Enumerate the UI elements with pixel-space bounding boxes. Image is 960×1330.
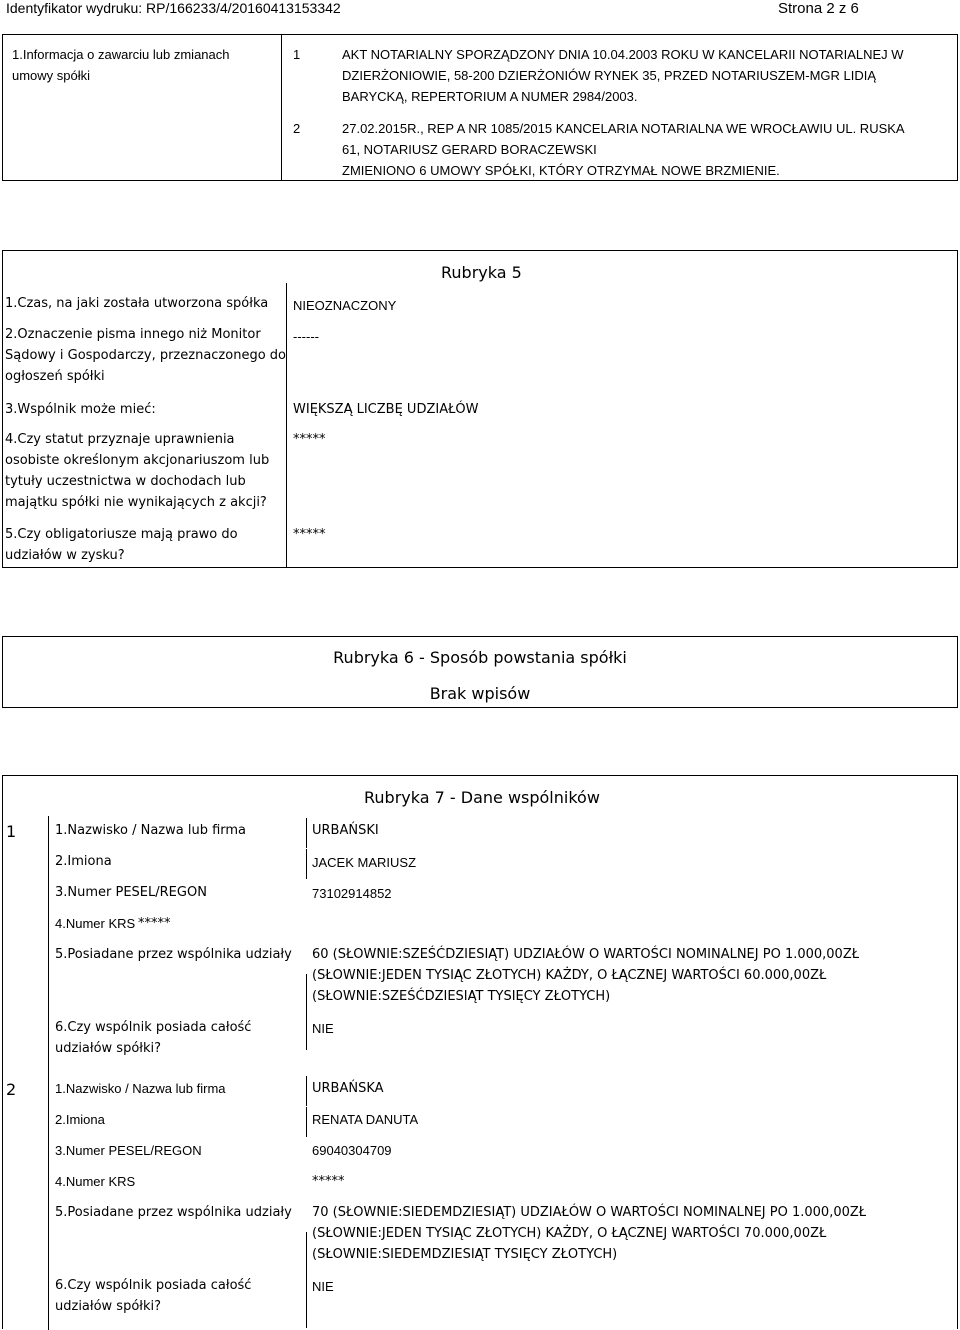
value-line: 70 (SŁOWNIE:SIEDEMDZIESIĄT) UDZIAŁÓW O WARTOŚCI NOMINALNEJ PO 1.000,00ZŁ: [312, 1205, 867, 1220]
p2-label: 3.Numer PESEL/REGON: [55, 1143, 202, 1158]
p2-value: RENATA DANUTA: [312, 1112, 419, 1127]
p1-value: [312, 944, 859, 1007]
r5-value: *****: [293, 432, 326, 447]
label-line: tytuły uczestnictwa w dochodach lub: [5, 474, 246, 489]
entry-line: ZMIENIONO 6 UMOWY SPÓŁKI, KTÓRY OTRZYMAŁ NOWE BRZMIENIE.: [342, 163, 780, 178]
r5-label: [5, 429, 269, 513]
entry-line: DZIERŻONIOWIE, 58-200 DZIERŻONIÓW RYNEK 35, PRZED NOTARIUSZEM-MGR LIDIĄ: [342, 68, 877, 83]
p2-value: *****: [312, 1174, 345, 1189]
r5-label: [5, 524, 238, 566]
r5-value: NIEOZNACZONY: [293, 298, 397, 313]
r5-value: ------: [293, 329, 319, 344]
entry-line: 27.02.2015R., REP A NR 1085/2015 KANCELARIA NOTARIALNA WE WROCŁAWIU UL. RUSKA: [342, 121, 905, 136]
label-line: 5.Czy obligatoriusze mają prawo do: [5, 527, 238, 542]
p2-label: 1.Nazwisko / Nazwa lub firma: [55, 1081, 226, 1096]
label-line: osobiste określonym akcjonariuszom lub: [5, 453, 270, 468]
label-line: umowy spółki: [12, 68, 91, 83]
p2-label: [55, 1275, 251, 1317]
entry-line: 61, NOTARIUSZ GERARD BORACZEWSKI: [342, 142, 597, 157]
label-line: ogłoszeń spółki: [5, 369, 105, 384]
agreement-entry: [342, 118, 905, 181]
agreement-entry-num: 2: [293, 121, 301, 136]
agreement-entry: [342, 44, 904, 107]
rubryka-6: [2, 636, 958, 708]
value-line: (SŁOWNIE:JEDEN TYSIĄC ZŁOTYCH) KAŻDY, O ŁĄCZNEJ WARTOŚCI 60.000,00ZŁ: [312, 968, 827, 983]
p2-value: 69040304709: [312, 1143, 392, 1158]
p1-value: JACEK MARIUSZ: [312, 855, 417, 870]
p1-label: 3.Numer PESEL/REGON: [55, 885, 207, 900]
p2-label: 4.Numer KRS: [55, 1174, 136, 1189]
label-line: Sądowy i Gospodarczy, przeznaczonego do: [5, 348, 286, 363]
p1-value: *****: [138, 916, 171, 931]
partner-number: 1: [6, 822, 17, 841]
r5-value: WIĘKSZĄ LICZBĘ UDZIAŁÓW: [293, 402, 479, 417]
label-line: udziałów w zysku?: [5, 548, 125, 563]
p1-label: 2.Imiona: [55, 854, 112, 869]
rubryka-6-title: Rubryka 6 - Sposób powstania spółki: [333, 648, 627, 667]
label-line: majątku spółki nie wynikających z akcji?: [5, 495, 267, 510]
p1-value: URBAŃSKI: [312, 823, 379, 838]
p1-label: 5.Posiadane przez wspólnika udziały: [55, 947, 292, 962]
label-line: 2.Oznaczenie pisma innego niż Monitor: [5, 327, 261, 342]
p1-label: 4.Numer KRS: [55, 916, 136, 931]
value-line: 60 (SŁOWNIE:SZEŚĆDZIESIĄT) UDZIAŁÓW O WARTOŚCI NOMINALNEJ PO 1.000,00ZŁ: [312, 947, 860, 962]
p1-value: 73102914852: [312, 886, 392, 901]
partner-number: 2: [6, 1080, 17, 1099]
entry-line: BARYCKĄ, REPERTORIUM A NUMER 2984/2003.: [342, 89, 638, 104]
label-line: 6.Czy wspólnik posiada całość: [55, 1020, 252, 1035]
agreement-entry-num: 1: [293, 47, 301, 62]
label-line: 3.Wspólnik może mieć:: [5, 402, 156, 417]
print-identifier: Identyfikator wydruku: RP/166233/4/20160413153342: [6, 0, 341, 16]
rubryka-7: [2, 775, 958, 1329]
p2-value: [312, 1202, 866, 1265]
rubryka-5-title: Rubryka 5: [441, 263, 522, 282]
label-line: 1.Czas, na jaki została utworzona spółka: [5, 296, 269, 311]
p2-label: 2.Imiona: [55, 1112, 105, 1127]
p1-label: [55, 1017, 251, 1059]
label-line: 1.Informacja o zawarciu lub zmianach: [12, 47, 230, 62]
section-agreement-label: [12, 44, 230, 86]
p2-value: NIE: [312, 1279, 334, 1294]
label-line: 6.Czy wspólnik posiada całość: [55, 1278, 252, 1293]
rubryka-5: [2, 250, 958, 568]
entry-line: AKT NOTARIALNY SPORZĄDZONY DNIA 10.04.2003 ROKU W KANCELARII NOTARIALNEJ W: [342, 47, 904, 62]
r5-value: *****: [293, 527, 326, 542]
p1-label: 1.Nazwisko / Nazwa lub firma: [55, 823, 247, 838]
label-line: 4.Czy statut przyznaje uprawnienia: [5, 432, 235, 447]
value-line: (SŁOWNIE:SZEŚĆDZIESIĄT TYSIĘCY ZŁOTYCH): [312, 989, 611, 1004]
label-line: udziałów spółki?: [55, 1041, 162, 1056]
p1-value: NIE: [312, 1021, 334, 1036]
rubryka-6-empty: Brak wpisów: [429, 684, 531, 703]
rubryka-7-title: Rubryka 7 - Dane wspólników: [364, 788, 600, 807]
r5-label: [5, 399, 156, 420]
r5-label: [5, 293, 268, 314]
label-line: udziałów spółki?: [55, 1299, 162, 1314]
value-line: (SŁOWNIE:SIEDEMDZIESIĄT TYSIĘCY ZŁOTYCH): [312, 1247, 618, 1262]
p2-value: URBAŃSKA: [312, 1081, 384, 1096]
page-number: Strona 2 z 6: [778, 0, 859, 17]
section-agreement-info: [2, 34, 958, 181]
value-line: (SŁOWNIE:JEDEN TYSIĄC ZŁOTYCH) KAŻDY, O ŁĄCZNEJ WARTOŚCI 70.000,00ZŁ: [312, 1226, 827, 1241]
r5-label: [5, 324, 286, 387]
p2-label: 5.Posiadane przez wspólnika udziały: [55, 1205, 292, 1220]
